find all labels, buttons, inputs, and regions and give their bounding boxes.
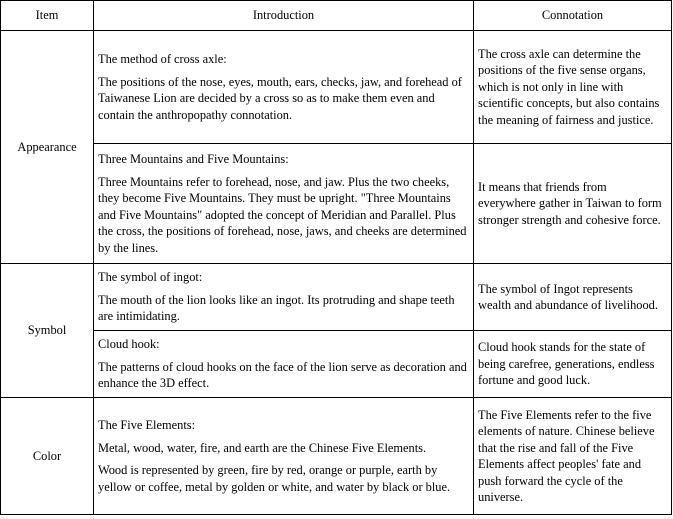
item-cell-symbol: Symbol [1,264,94,398]
header-connotation: Connotation [474,1,672,31]
header-item: Item [1,1,94,31]
intro-title: The Five Elements: [98,418,196,432]
table-row [1,264,672,331]
intro-cell-cloud-hook [94,331,474,398]
item-cell-color: Color [1,398,94,515]
intro-body: Three Mountains refer to forehead, nose, and jaw. Plus the two cheeks, they become Five Mountains. They must be upright. "Three Mountains and Five Mountains" adopted the concept of Meridian and Parallel. Plus the cross, the positions of forehead, nose, jaws, and cheeks are determined by the lines. [98,174,467,255]
connotation-cell-five-elements [474,398,672,515]
intro-body: The positions of the nose, eyes, mouth, ears, checks, jaw, and forehead of Taiwanese Lion are decided by a cross so as to make them even and contain the anthropopathy connotation. [98,74,462,122]
header-introduction: Introduction [94,1,474,31]
connotation-text: The symbol of Ingot represents wealth and abundance of livelihood. [478,281,658,312]
intro-title: Cloud hook: [98,337,160,352]
connotation-text: Cloud hook stands for the state of being carefree, generations, endless fortune and good luck. [478,340,655,388]
intro-body: Wood is represented by green, fire by red, orange or purple, earth by yellow or coffee, metal by golden or white, and water by black or blue. [98,463,451,494]
intro-title: The symbol of ingot: [98,270,203,285]
table-row [1,31,672,144]
table-row [1,398,672,515]
intro-body: Metal, wood, water, fire, and earth are the Chinese Five Elements. [98,440,427,455]
table-row [1,331,672,398]
intro-cell-cross-axle [94,31,474,144]
intro-cell-ingot [94,264,474,331]
connotation-cell-cross-axle [474,31,672,144]
item-cell-appearance: Appearance [1,31,94,264]
intro-title: The method of cross axle: [98,52,227,66]
connotation-cell-ingot [474,264,672,331]
table-row [1,144,672,264]
table-header-row [1,1,672,31]
connotation-cell-cloud-hook [474,331,672,398]
intro-body: The mouth of the lion looks like an ingot. Its protruding and shape teeth are intimidating. [98,292,455,324]
connotation-text: The cross axle can determine the positions of the five sense organs, which is not only in line with scientific concepts, but also contains the meaning of fairness and justice. [478,46,660,127]
intro-body: The patterns of cloud hooks on the face of the lion serve as decoration and enhance the 3D effect. [98,359,467,391]
connotation-text: It means that friends from everywhere gather in Taiwan to form stronger strength and cohesive force. [478,179,662,227]
intro-title: Three Mountains and Five Mountains: [98,152,289,166]
intro-cell-three-mountains [94,144,474,264]
connotation-cell-three-mountains [474,144,672,264]
intro-cell-five-elements [94,398,474,515]
connotation-text: The Five Elements refer to the five elements of nature. Chinese believe that the rise and fall of the Five Elements affect peoples' fate and push forward the cycle of the universe. [478,407,655,504]
